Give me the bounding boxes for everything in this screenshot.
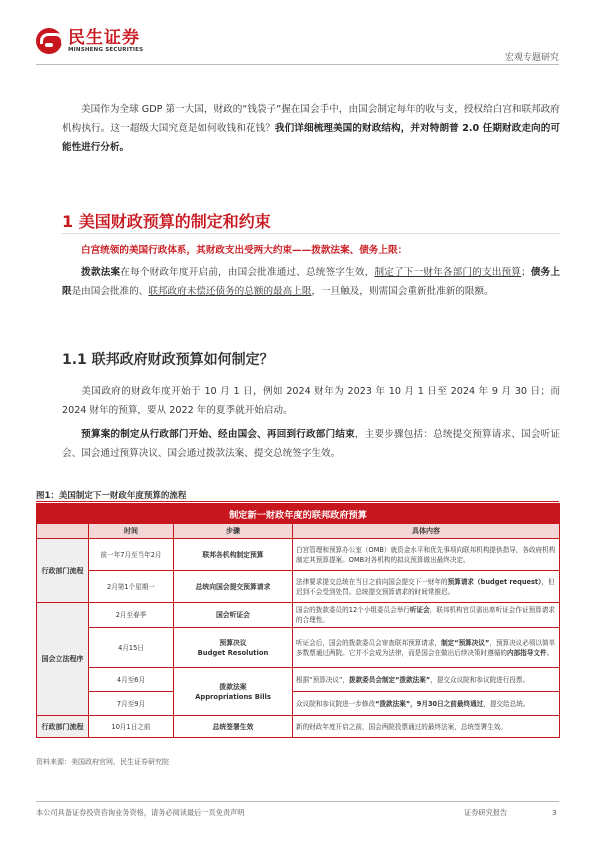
underlined-span: 制定了下一财年各部门的支出预算 [374,267,522,278]
text-span: 在每个财政年度开启前，由国会批准通过、总统签字生效， [120,267,375,278]
figure-divider [36,501,559,502]
underlined-span: 联邦政府未偿还债务的总额的最高上限 [148,286,312,297]
text-span: 国会的拨款委员的12个小组委员会举行 [296,606,410,614]
row-content [293,692,560,716]
table-row [37,716,560,738]
table-title-row [37,504,560,524]
bold-span: 制定“预算决议” [441,638,490,647]
lead-text: 白宫统领的美国行政体系，其财政支出受两大约束——拨款法案、债务上限： [81,245,408,256]
bold-span: 听证会 [409,606,430,614]
row-time: 4月至6月 [89,668,174,692]
text-span: ，提交众议院和参议院进行投票。 [430,675,530,684]
step-cn: 拨款法案 [219,682,247,691]
page-number: 3 [552,808,557,817]
section-1-divider [62,233,560,234]
row-step: 联邦各机构制定预算 [174,539,293,571]
minsheng-logo-icon [36,28,62,54]
text-span: ，提交给总统。 [483,699,530,708]
figure-source: 资料来源：美国政府官网，民生证券研究院 [36,758,169,766]
step-en: Budget Resolution [197,648,269,657]
row-content [293,628,560,668]
row-time: 4月15日 [89,628,174,668]
text-span: ，联邦机构官员需出席听证会作证预算请求的合理性。 [296,606,555,624]
row-content [293,668,560,692]
logo [36,28,143,54]
footer-disclaimer: 本公司具备证券投资咨询业务资格，请务必阅读最后一页免责声明 [36,808,245,817]
phase-executive-1: 行政部门流程 [37,539,89,603]
header-divider [36,64,559,65]
table-row [37,603,560,628]
logo-en: MINSHENG SECURITIES [68,46,144,53]
table-row [37,628,560,668]
text-span: 法律要求提交总统在当日之前向国会提交下一财年的 [296,577,448,586]
header-step: 步骤 [174,524,293,539]
logo-text [68,29,143,54]
bold-span: 预算请求（budget request） [447,577,542,586]
bold-span: 内部指导文件 [507,648,547,657]
text-span: 众议院和参议院进一步修改 [296,699,376,708]
row-content [293,603,560,628]
text-span: 根据“预算决议”， [296,675,349,684]
row-step: 总统签署生效 [174,716,293,738]
intro-highlight: 我们详细梳理美国的财政结构，并对特朗普 2.0 任期财政走向的可能性进行分析。 [62,123,560,153]
table-row [37,692,560,716]
text-span: ，预算决议必须以简单多数票通过两院。它并不会成为法律，而是国会在做出后续决策时遵循的 [296,638,556,657]
text-span: ，主要步骤包括：总统提交预算请求、国会听证会、国会通过预算决议、国会通过拨款法案、提交总统签字生效。 [62,429,561,459]
footer-label: 证券研究报告 [464,808,508,817]
text-span: 。 [546,648,554,657]
row-time: 前一年7月至当年2月 [89,539,174,571]
step-cn: 预算决议 [219,638,247,647]
bold-span: 拨款委员会制定“拨款法案” [349,675,431,684]
phase-executive-2: 行政部门流程 [37,716,89,738]
text-span: ，一旦触及，则需国会重新批准新的限额。 [311,286,494,297]
row-step: 总统向国会提交预算请求 [174,571,293,603]
table-title: 制定新一财政年度的联邦政府预算 [37,504,560,524]
footer-divider [36,801,559,802]
table-row [37,571,560,603]
text-span: ； [521,267,531,278]
term-appropriations: 拨款法案 [81,267,121,278]
intro-text: 美国作为全球 GDP 第一大国，财政的“钱袋子”握在国会手中，由国会制定每年的收与支，授权给白宫和联邦政府机构执行。这一超级大国究竟是如何收钱和花钱？ [62,104,560,134]
row-content: 白宫管理和预算办公室（OMB）就资金水平和优先事项向联邦机构提供指导，各政府机构制定其预算提案。OMB对各机构的拟议预算做出最终决定。 [293,539,560,571]
intro-paragraph [62,100,560,157]
row-step: 国会听证会 [174,603,293,628]
step-en: Appropriations Bills [195,692,271,701]
text-span: 听证会后，国会的拨款委员会审查联邦预算请求， [296,638,442,647]
row-time: 10月1日之前 [89,716,174,738]
header-time: 时间 [89,524,174,539]
section-1-title: 1 美国财政预算的制定和约束 [62,212,271,231]
header-content: 具体内容 [293,524,560,539]
row-content: 新的财政年度开启之前，国会两院投票通过的最终法案，总统签署生效。 [293,716,560,738]
page-header [0,0,595,63]
section-1-1-paragraph-2 [62,425,560,463]
row-step [174,668,293,716]
row-content [293,571,560,603]
table-row [37,668,560,692]
section-1-1-paragraph-1 [62,382,560,420]
logo-cn: 民生证券 [68,27,140,48]
header-phase [37,524,89,539]
term-debt-ceiling: 债务上限 [62,267,561,297]
row-time: 2月第1个星期一 [89,571,174,603]
bold-span: “拨款法案”，9月30日之前最终通过 [375,699,484,708]
figure-caption: 图1：美国制定下一财政年度预算的流程 [36,491,187,501]
row-step [174,628,293,668]
phase-congress: 国会立法程序 [37,603,89,716]
section-1-paragraph [62,263,560,301]
text-span: ，但迟到不会受到处罚。总统提交预算请求的时间常推迟。 [296,577,555,596]
table-header-row [37,524,560,539]
report-section: 宏观专题研究 [504,53,559,63]
table-row [37,539,560,571]
row-time: 2月至春季 [89,603,174,628]
row-time: 7月至9月 [89,692,174,716]
bold-span: 预算案的制定从行政部门开始、经由国会、再回到行政部门结束 [81,429,355,440]
section-1-1-title: 1.1 联邦政府财政预算如何制定？ [62,352,274,368]
text-span: 美国政府的财政年度开始于 10 月 1 日，例如 2024 财年为 2023 年 10 月 1 日至 2024 年 9 月 30 日；而 2024 财年的预算，要从 2022 年的夏季就开始启动。 [62,386,560,416]
budget-process-table [36,503,560,738]
section-1-lead [62,241,560,260]
text-span: 是由国会批准的、 [71,286,149,297]
